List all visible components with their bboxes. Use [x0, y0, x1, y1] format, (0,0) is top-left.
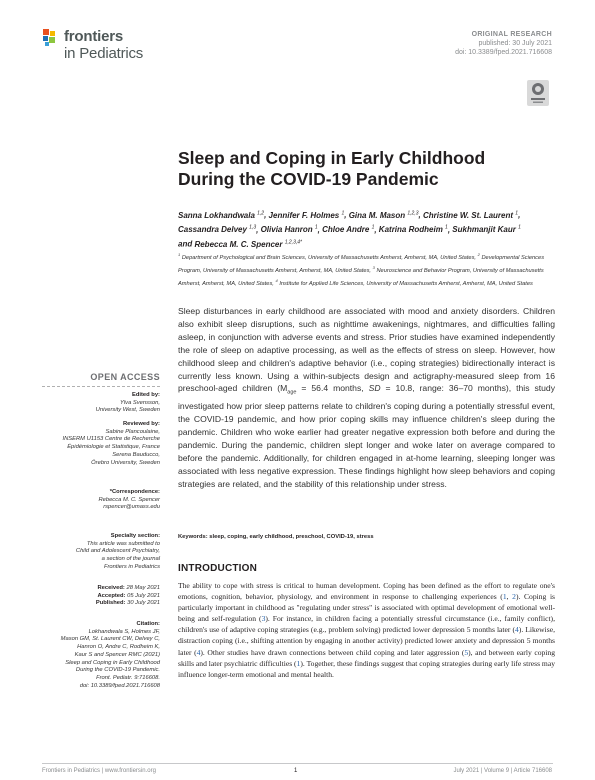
author[interactable]: Jennifer F. Holmes $^1$ [268, 210, 345, 220]
footer-divider [42, 763, 553, 764]
keywords-list: sleep, coping, early childhood, preschool, COVID-19, stress [209, 534, 374, 540]
page-number: 1 [294, 768, 298, 774]
introduction-heading: INTRODUCTION [178, 563, 258, 574]
frontiers-logo-icon [42, 28, 62, 48]
affiliations: $^1$ Department of Psychological and Brain Sciences, University of Massachusetts Amherst, Amherst, MA, United States, $^2$ Developmental Sciences Program, University of Massachusetts Amherst, Amherst, MA, United States, $^3$ Neuroscience and Behavior Program, University of Massachusetts Amherst, Amherst, MA, United States, $^4$ Institute for Applied Life Sciences, University of Massachusetts Amherst, Amherst, MA, United States [178, 252, 545, 287]
author[interactable]: Cassandra Delvey $^{1,3}$ [178, 224, 257, 235]
specialty-section: Specialty section: This article was submitted to Child and Adolescent Psychiatry, a section of the journal Frontiers in Pediatrics [75, 533, 160, 570]
reference-link[interactable]: 5 [464, 647, 469, 657]
article-doi[interactable]: doi: 10.3389/fped.2021.716608 [455, 49, 552, 56]
reviewed-by-section: Reviewed by: Sabine Plancoulaine, INSERM U1153 Centre de Recherche Épidémiologie et Statistique, France Serena Bauducco, Örebro University, Sweden [62, 421, 160, 466]
check-for-updates-button[interactable] [527, 80, 549, 106]
reference-link[interactable]: 4 [515, 625, 519, 635]
author[interactable]: Christine W. St. Laurent $^1$ [422, 210, 519, 220]
introduction-text: The ability to cope with stress is critical to human development. Coping has been defined as the effort to regulate one's emotions, cognition, behavior, physiology, and environment in response to challenging experiences (1, 2). Coping is particularly important in childhood as "regulating under stress" is associated with optimal development of emotional well-being and self-regulation (3). For instance, in children facing a potentially stressful circumstance (i.e., family conflict), children's use of adaptive coping strategies (e.g., problem solving) predicted lower depression 5 months later (4). Likewise, distraction coping (i.e., shifting attention by engaging in another activity) predicted lower anxiety and depression 5 months later (4). Other studies have drawn connections between child coping and later aggression (5), and between early coping skills and later psychiatric difficulties (1). Together, these findings suggest that coping strategies during early life stress may influence longer-term emotional and mental health. [178, 581, 556, 679]
article-type: ORIGINAL RESEARCH [471, 31, 552, 38]
reference-link[interactable]: 3 [261, 614, 266, 624]
author[interactable]: Olivia Hanron $^1$ [260, 224, 318, 235]
author[interactable]: Sukhmanjit Kaur $^1$ [452, 224, 521, 235]
correspondence-email[interactable]: rspencer@umass.edu [103, 504, 160, 511]
sidebar-divider [42, 386, 160, 387]
keywords-label: Keywords: [178, 534, 208, 540]
edited-by-section: Edited by: Ylva Svensson, University West, Sweden [95, 392, 160, 414]
brand-name: frontiers [64, 28, 124, 45]
author[interactable]: Rebecca M. C. Spencer $^{1,2,3,4*}$ [194, 239, 302, 249]
footer-issue-info: July 2021 | Volume 9 | Article 716608 [453, 768, 552, 774]
correspondence-section: *Correspondence: Rebecca M. C. Spencer rspencer@umass.edu [42, 489, 160, 512]
title-line-1: Sleep and Coping in Early Childhood [178, 148, 486, 168]
dates-section: Received: 28 May 2021 Accepted: 05 July 2021 Published: 30 July 2021 [95, 585, 160, 607]
reference-link[interactable]: 4 [196, 647, 201, 657]
journal-name: in Pediatrics [64, 45, 144, 62]
reference-link[interactable]: 1 [502, 592, 507, 602]
abstract: Sleep disturbances in early childhood are associated with mood and anxiety disorders. Children also exhibit sleep disruptions, such as nighttime awakenings, nightmares, and difficulties falling asleep, in conjunction with adverse events and stress. Prior studies have examined independently the role of sleep on adaptive processing, as well as the effects of stress on sleep. However, how childhood sleep and children's adaptive behavior (i.e., coping strategies) bidirectionally interact is currently less known. Using a within-subjects design and actigraphy-measured sleep from 16 preschool-aged children ($M_{age} = 56.4$ months, SD = 10.8, range: 36–70 months), this study investigated how prior sleep patterns relate to children's coping during a potentially stressful event, the COVID-19 pandemic, and how prior coping skills may influence children's sleep during the pandemic. Children who woke earlier had greater negative expression both before and during the pandemic. During the pandemic, children slept longer and woke later on average compared to before the pandemic. Additionally, for children engaged in at-home learning, sleeping longer was associated with less negative expression. These findings highlight how sleep behaviors and coping strategies are related, and the stability of this relationship under stress. [178, 306, 555, 489]
reference-link[interactable]: 2 [512, 592, 516, 602]
author-list: Sanna Lokhandwala $^{1,2}$, Jennifer F. Holmes $^1$, Gina M. Mason $^{1,2,3}$, Christine W. St. Laurent $^1$, Cassandra Delvey $^{1,3}$, Olivia Hanron $^1$, Chloe Andre $^1$, Katrina Rodheim $^1$, Sukhmanjit Kaur $^1$ and Rebecca M. C. Spencer $^{1,2,3,4*}$ [178, 210, 521, 249]
keywords [178, 534, 555, 540]
author[interactable]: Sanna Lokhandwala $^{1,2}$ [178, 210, 265, 220]
check-for-updates-icon [527, 80, 549, 106]
published-date: published: 30 July 2021 [478, 40, 552, 47]
open-access-label: OPEN ACCESS [90, 372, 160, 382]
reference-link[interactable]: 1 [296, 658, 301, 668]
author[interactable]: Chloe Andre $^1$ [322, 224, 375, 235]
citation-section: Citation: Lokhandwala S, Holmes JF, Mason GM, St. Laurent CW, Delvey C, Hanron O, Andre C, Rodheim K, Kaur S and Spencer RMC (2021) Sleep and Coping in Early Childhood During the COVID-19 Pandemic. Front. Pediatr. 9:716608. doi: 10.3389/fped.2021.716608 [60, 621, 160, 689]
journal-logo[interactable] [42, 26, 182, 70]
author[interactable]: Gina M. Mason $^{1,2,3}$ [348, 210, 419, 220]
article-title [178, 148, 558, 190]
author[interactable]: Katrina Rodheim $^1$ [378, 224, 448, 235]
footer-journal-link[interactable]: Frontiers in Pediatrics | www.frontiersin.org [42, 768, 156, 774]
article-meta-header [455, 30, 552, 57]
title-line-2: During the COVID-19 Pandemic [178, 169, 439, 189]
